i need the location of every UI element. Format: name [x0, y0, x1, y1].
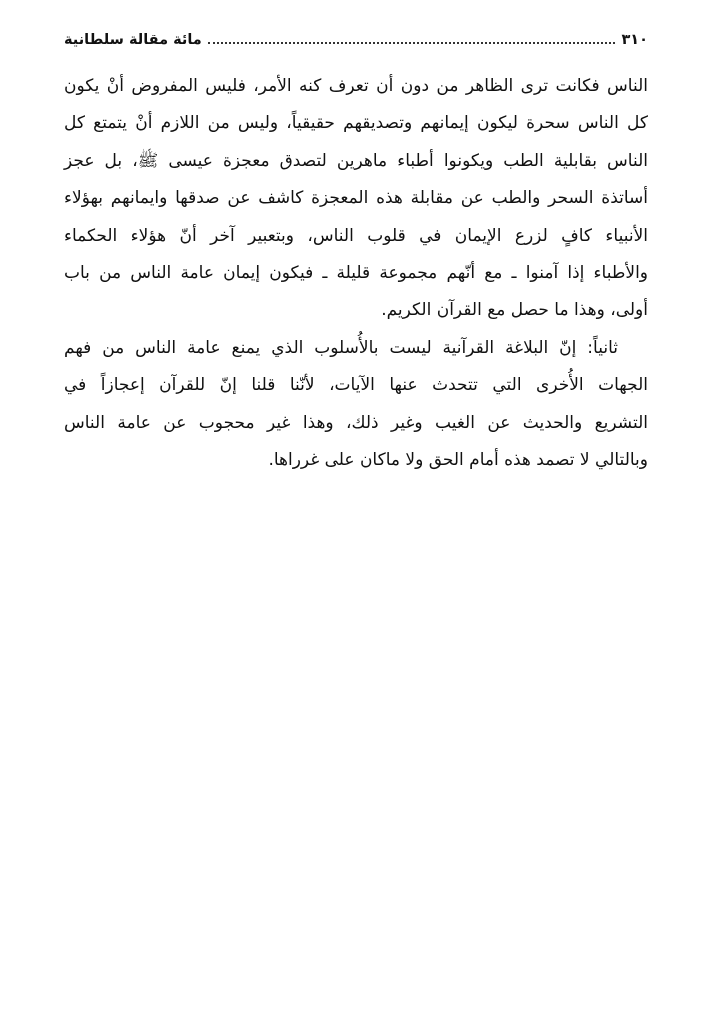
text-line: كل الناس سحرة ليكون إيمانهم وتصديقهم حقيقياً، وليس من اللازم أنْ يتمتع كل	[64, 113, 648, 134]
page-number: ٣١٠	[621, 32, 648, 48]
text-line: التشريع والحديث عن الغيب وغير ذلك، وهذا غير محجوب عن عامة الناس	[64, 412, 648, 433]
page-header	[64, 28, 648, 52]
text-line: والأطباء إذا آمنوا ـ مع أنّهم مجموعة قليلة ـ فيكون إيمان عامة الناس من باب	[64, 262, 648, 283]
paragraph-end-line: وبالتالي لا تصمد هذه أمام الحق ولا ماكان على غرراها.	[268, 449, 648, 470]
body-text	[64, 68, 648, 479]
paragraph-end-line: أولى، وهذا ما حصل مع القرآن الكريم.	[381, 300, 648, 321]
dotted-leader	[208, 42, 616, 44]
text-line: الناس بقابلية الطب ويكونوا أطباء ماهرين لتصدق معجزة عيسى ﷺ، بل عجز	[64, 150, 648, 171]
running-title: مائة مقالة سلطانية	[64, 32, 202, 48]
paragraph-start-line: ثانياً: إنّ البلاغة القرآنية ليست بالأُسلوب الذي يمنع عامة الناس من فهم	[64, 337, 618, 358]
text-line: الناس فكانت ترى الظاهر من دون أن تعرف كنه الأمر، فليس المفروض أنْ يكون	[64, 76, 648, 96]
text-line: الجهات الأُخرى التي تتحدث عنها الآيات، لأنّنا قلنا إنّ للقرآن إعجازاً في	[64, 375, 648, 396]
text-line: أساتذة السحر والطب عن مقابلة هذه المعجزة كاشف عن صدقها وايمانهم بهؤلاء	[64, 188, 648, 209]
text-line: الأنبياء كافٍ لزرع الإيمان في قلوب الناس، وبتعبير آخر أنّ هؤلاء الحكماء	[64, 225, 648, 246]
